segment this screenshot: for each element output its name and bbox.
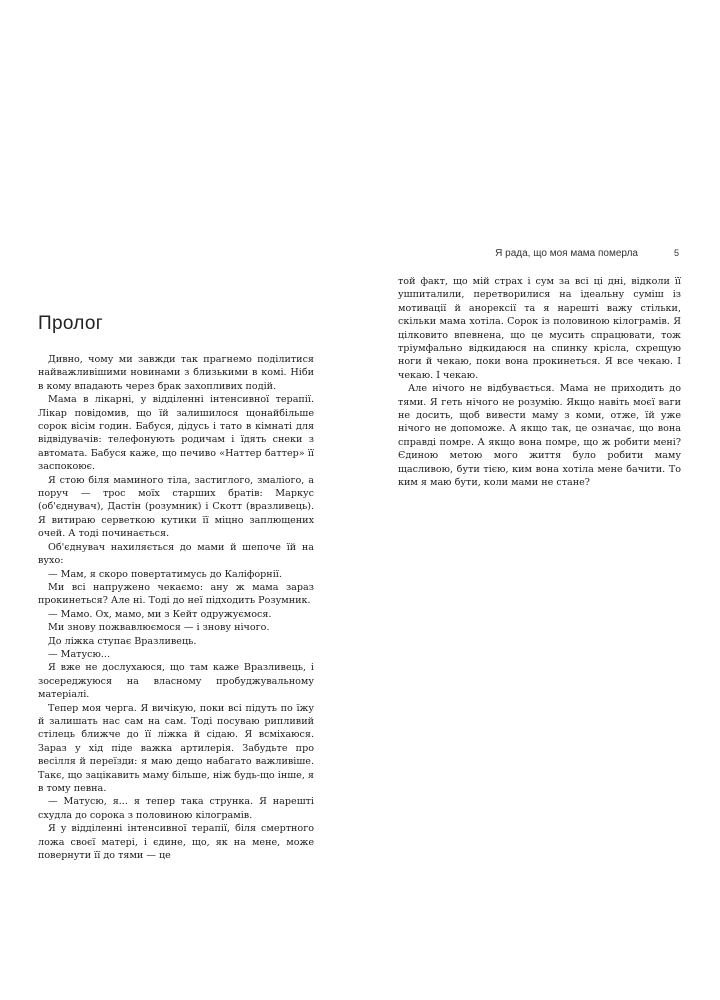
- paragraph: Об'єднувач нахиляється до мами й шепоче їй на вухо:: [38, 541, 314, 567]
- paragraph: Я вже не дослухаюся, що там каже Вразливець, і зосереджуюся на власному пробуджувальному матеріалі.: [38, 662, 314, 701]
- paragraph: Мама в лікарні, у відділенні інтенсивної терапії. Лікар повідомив, що їй залишилося щонайбільше сорок вісім годин. Бабуся, дідусь і тато в кімнаті для відвідувачів: телефонують родичам і їдять снеки з автомата. Бабуся каже, що печиво «Наттер баттер» її заспокоює.: [38, 394, 314, 473]
- paragraph: — Мамо. Ох, мамо, ми з Кейт одружуємося.: [48, 608, 272, 620]
- paragraph: Дивно, чому ми завжди так прагнемо поділитися найважливішими новинами з близькими в комі. Ніби в кому впадають через брак захопливих подій.: [38, 354, 314, 392]
- left-page-text: [38, 353, 314, 862]
- paragraph: Ми всі напружено чекаємо: ану ж мама зараз прокинеться? Але ні. Тоді до неї підходить Розумник.: [38, 581, 314, 607]
- paragraph: той факт, що мій страх і сум за всі ці дні, відколи її ушпиталили, перетворилися на ідеальну суміш із мотивації й анорексії та я нарешті важу стільки, скільки мама хотіла. Сорок із половиною кілограмів. Я цілковито впевнена, що це мусить спрацювати, тож тріумфально відкидаюся на спинку крісла, схрещую ноги й чекаю, поки вона прокинеться. Я все чекаю. І чекаю. І чекаю.: [398, 276, 681, 381]
- running-head: Я рада, що моя мама померла: [495, 248, 638, 259]
- paragraph: — Мам, я скоро повертатимусь до Каліфорнії.: [48, 568, 282, 580]
- paragraph: Тепер моя черга. Я вичікую, поки всі підуть по їжу й залишать нас сам на сам. Тоді посуваю рипливий стілець ближче до її ліжка й сідаю. Я всміхаюся. Зараз у хід піде важка артилерія. Забудьте про весілля й переїзди: я маю дещо набагато важливіше. Такє, що зацікавить маму більше, ніж будь-що інше, я в тому певна.: [38, 702, 314, 794]
- paragraph: Ми знову пожвавлюємося — і знову нічого.: [48, 622, 270, 634]
- paragraph: — Матусю...: [48, 648, 111, 660]
- chapter-title: Пролог: [38, 313, 103, 334]
- paragraph: До ліжка ступає Вразливець.: [48, 635, 197, 647]
- paragraph: Я стою біля маминого тіла, застиглого, змаліого, а поруч — трос моїх старших братів: Маркус (об'єднувач), Дастін (розумник) і Скотт (вразливець). Я витираю серветкою кутики її міцно заплющених очей. А тоді починається.: [38, 474, 314, 540]
- paragraph: — Матусю, я... я тепер така струнка. Я нарешті схудла до сорока з половиною кілограмів.: [38, 796, 314, 821]
- paragraph: Я у відділенні інтенсивної терапії, біля смертного ложа своєї матері, і єдине, що, як на мене, може повернути її до тями — це: [38, 823, 314, 862]
- right-page: [360, 0, 720, 1000]
- paragraph: Але нічого не відбувається. Мама не приходить до тями. Я геть нічого не розумію. Якщо навіть моєї ваги не досить, щоб вивести маму з коми, отже, їй уже нічого не допоможе. А якщо так, це означає, що вона справді помре. А якщо вона помре, що ж робити мені? Єдиною метою мого життя було робити маму щасливою, бути тією, ким вона хотіла мене бачити. То ким я маю бути, коли мами не стане?: [398, 383, 681, 489]
- right-page-text: [398, 275, 681, 490]
- page-number: 5: [674, 248, 680, 258]
